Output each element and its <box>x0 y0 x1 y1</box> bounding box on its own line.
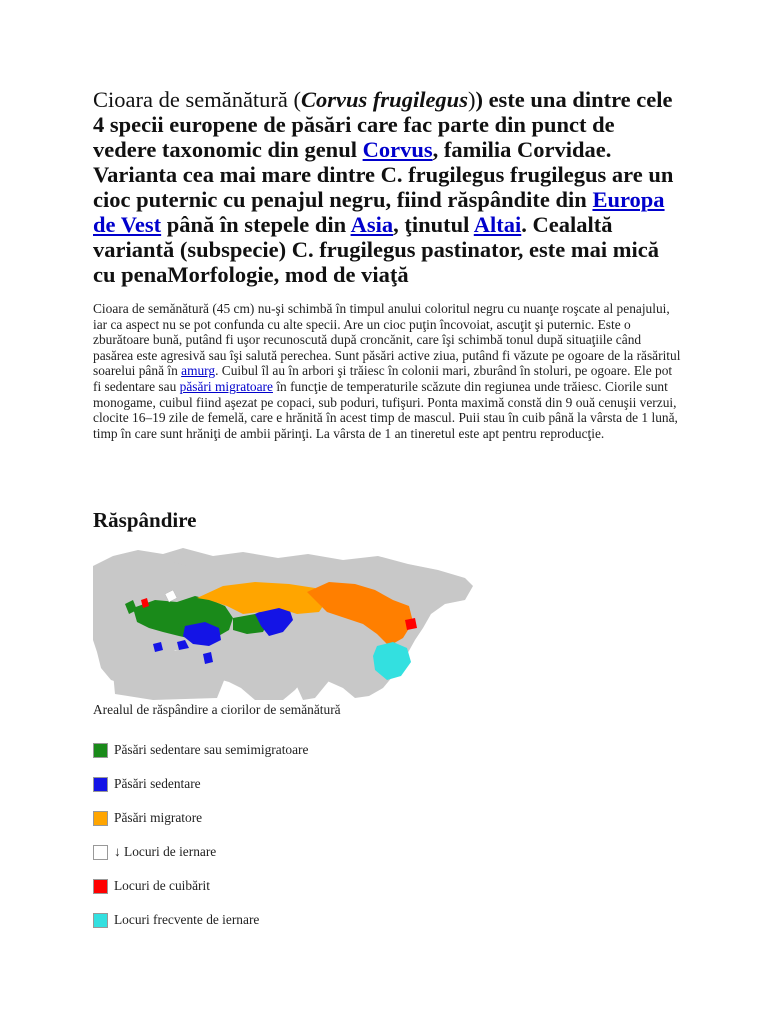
map-caption: Arealul de răspândire a ciorilor de semănătură <box>93 702 341 717</box>
legend-swatch <box>93 811 108 826</box>
legend-item <box>93 733 308 767</box>
intro-text-1: Cioara de semănătură ( <box>93 87 302 112</box>
pasari-migratoare-link[interactable]: păsări migratoare <box>179 378 273 394</box>
legend-swatch <box>93 879 108 894</box>
legend-label: Păsări sedentare sau semimigratoare <box>114 742 309 757</box>
corvus-link[interactable]: Corvus <box>362 137 433 162</box>
intro-text-3: , familia Corvidae. Varianta cea mai mare dintre C. frugilegus frugilegus are un cioc puternic cu penajul negru, fiind răspândite din <box>93 137 674 212</box>
legend-item <box>93 767 308 801</box>
legend-label: Locuri frecvente de iernare <box>114 912 260 927</box>
legend-label: Păsări sedentare <box>114 776 201 791</box>
asia-link[interactable]: Asia <box>350 212 394 237</box>
distribution-map <box>93 548 473 700</box>
map-area-red <box>405 618 417 630</box>
intro-text-4: până în stepele din <box>161 212 351 237</box>
legend-item <box>93 835 308 869</box>
legend-swatch <box>93 777 108 792</box>
legend-swatch <box>93 845 108 860</box>
body-text-1: Cioara de semănătură (45 cm) nu-şi schimbă în timpul anului coloritul negru cu nuanţe roşcate al penajului, iar ca aspect nu se pot confunda cu alte specii. Are un cioc puţin încovoiat, ascuţit şi puternic. Este o zburătoare bună, putând fi uşor recunoscută după croncănit, care îşi schimbă tonul după situaţiile când pasărea este agresivă sau îşi salută perechea. Sunt păsări active ziua, putând fi văzute pe ogoare de la răsăritul soarelui până în <box>93 301 681 379</box>
legend-swatch <box>93 743 108 758</box>
species-name: Corvus frugilegus <box>301 87 468 112</box>
europa-de-vest-link[interactable]: Europa de Vest <box>93 187 665 237</box>
legend-label: ↓ Locuri de iernare <box>114 844 217 859</box>
body-text-2: . Cuibul îl au în arbori şi trăiesc în colonii mari, zburând în stoluri, pe ogoare. Ele pot fi sedentare sau <box>93 363 673 394</box>
intro-text-2: ) este una dintre cele 4 specii europene de păsări care fac parte din punct de vedere taxonomic din genul <box>93 87 673 162</box>
legend-label: Păsări migratore <box>114 810 203 825</box>
altai-link[interactable]: Altai <box>473 212 522 237</box>
map-legend <box>93 733 308 937</box>
section-heading: Răspândire <box>93 508 197 532</box>
intro-text-2a: ) <box>467 87 476 112</box>
legend-item <box>93 801 308 835</box>
morphology-paragraph <box>93 301 683 441</box>
intro-paragraph <box>93 87 683 287</box>
amurg-link[interactable]: amurg <box>181 363 216 379</box>
intro-text-6: . Cealaltă variantă (subspecie) C. frugilegus pastinator, este mai mică cu penaMorfologie, mod de viaţă <box>93 212 660 287</box>
legend-item <box>93 869 308 903</box>
legend-swatch <box>93 913 108 928</box>
legend-item <box>93 903 308 937</box>
body-text-3: în funcţie de temperaturile scăzute din regiunea unde trăiesc. Ciorile sunt monogame, cuibul fiind aşezat pe copaci, sub poduri, tufişuri. Ponta maximă constă din 9 ouă cenuşii verzui, clocite 16–19 zile de femelă, care e hrănită în acest timp de mascul. Puii stau în cuib până la vârsta de 1 lună, timp în care sunt hrăniţi de ambii părinţi. La vârsta de 1 an tineretul este apt pentru reproducţie. <box>93 378 678 441</box>
intro-text-5: , ţinutul <box>393 212 474 237</box>
legend-label: Locuri de cuibărit <box>114 878 210 893</box>
